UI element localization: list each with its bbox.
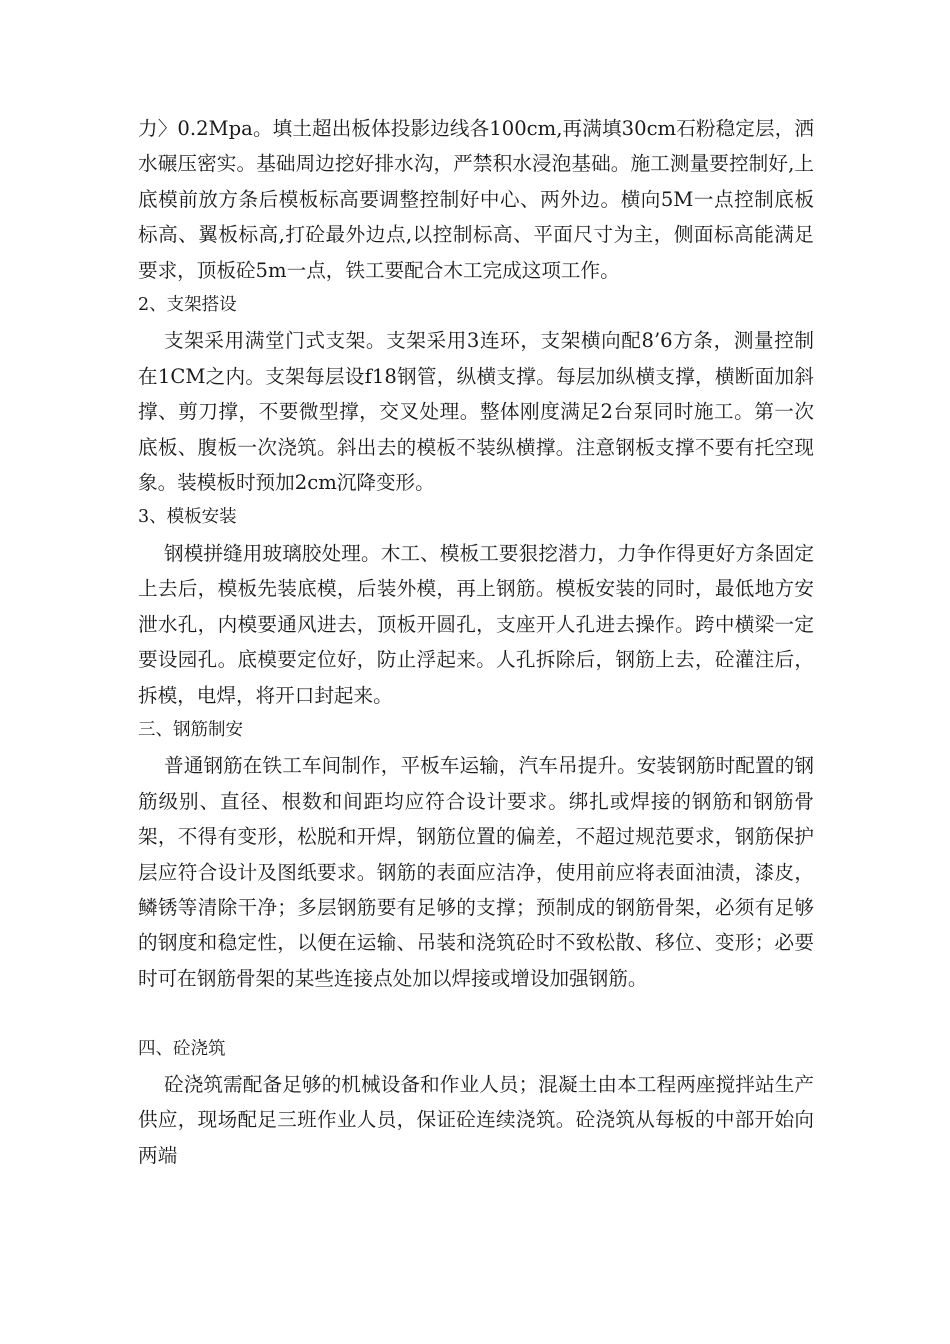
section-heading-concrete-pouring: 四、砼浇筑 — [138, 1038, 226, 1059]
paragraph-foundation-continued: 力〉0.2Mpa。填土超出板体投影边线各100cm,再满填30cm石粉稳定层，洒水碾压密实。基础周边挖好排水沟，严禁积水浸泡基础。施工测量要控制好,上底模前放方条后模板标高要调整控制好中心、两外边。横向5M一点控制底板标高、翼板标高,打砼最外边点,以控制标高、平面尺寸为主，侧面标高能满足要求，顶板砼5m一点，铁工要配合木工完成这项工作。 — [138, 117, 814, 282]
paragraph-formwork: 钢模拼缝用玻璃胶处理。木工、模板工要狠挖潜力，力争作得更好方条固定上去后，模板先装底模，后装外模，再上钢筋。模板安装的同时，最低地方安泄水孔，内模要通风进去，顶板开圆孔，支座开人孔进去操作。跨中横梁一定要设园孔。底模要定位好，防止浮起来。人孔拆除后，钢筋上去，砼灌注后，拆模，电焊，将开口封起来。 — [138, 541, 814, 707]
paragraph-rebar: 普通钢筋在铁工车间制作，平板车运输，汽车吊提升。安装钢筋时配置的钢筋级别、直径、根数和间距均应符合设计要求。绑扎或焊接的钢筋和钢筋骨架，不得有变形，松脱和开焊，钢筋位置的偏差，不超过规范要求，钢筋保护层应符合设计及图纸要求。钢筋的表面应洁净，使用前应将表面油渍，漆皮，鳞锈等清除干净；多层钢筋要有足够的支撑；预制成的钢筋骨架，必须有足够的钢度和稳定性，以便在运输、吊装和浇筑砼时不致松散、移位、变形；必要时可在钢筋骨架的某些连接点处加以焊接或增设加强钢筋。 — [138, 754, 814, 990]
blank-line — [138, 996, 814, 1031]
paragraph-concrete-pouring: 砼浇筑需配备足够的机械设备和作业人员；混凝土由本工程两座搅拌站生产供应，现场配足三班作业人员，保证砼连续浇筑。砼浇筑从每板的中部开始向两端 — [138, 1072, 814, 1167]
section-heading-rebar: 三、钢筋制安 — [138, 719, 243, 740]
paragraph-scaffold: 支架采用满堂门式支架。支架采用3连环，支架横向配8’6方条，测量控制在1CM之内。支架每层设f18钢管，纵横支撑。每层加纵横支撑，横断面加斜撑、剪刀撑，不要微型撑，交叉处理。整体刚度满足2台泵同时施工。第一次底板、腹板一次浇筑。斜出去的模板不装纵横撑。注意钢板支撑不要有托空现象。装模板时预加2cm沉降变形。 — [138, 329, 814, 495]
section-heading-formwork: 3、模板安装 — [138, 507, 237, 528]
document-body — [138, 111, 814, 1173]
section-heading-scaffold: 2、支架搭设 — [138, 295, 237, 316]
